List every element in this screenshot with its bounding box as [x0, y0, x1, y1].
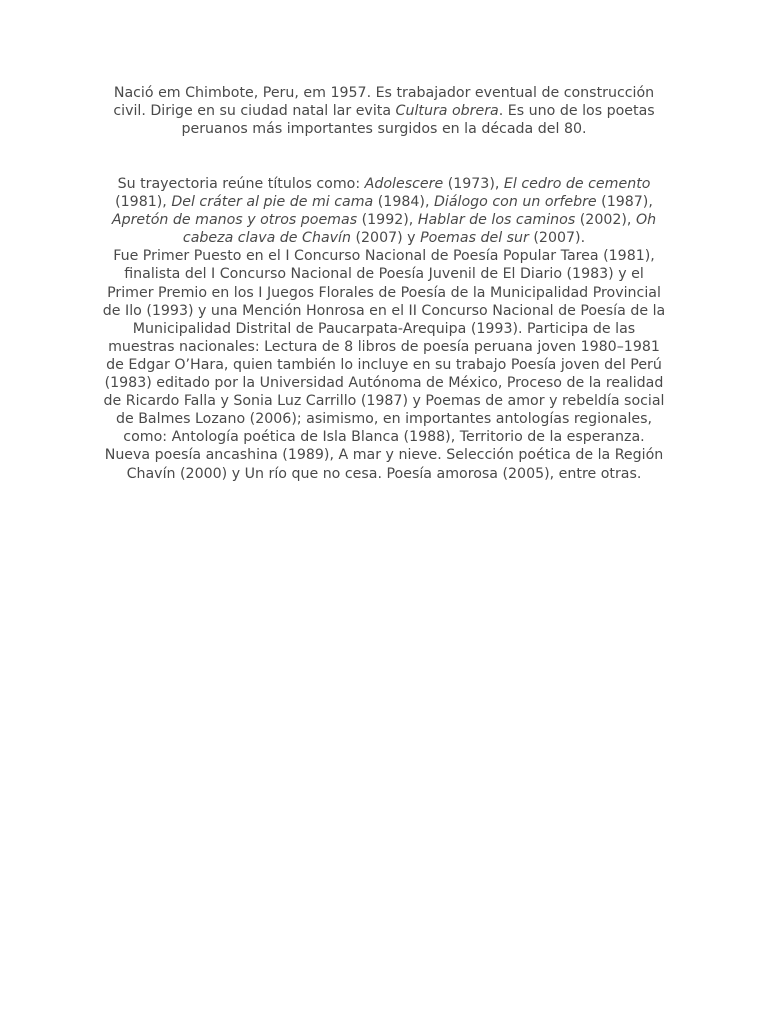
work-year: (1984), [373, 194, 434, 211]
work-title: Del cráter al pie de mi cama [171, 194, 374, 211]
awards-paragraph: Fue Primer Puesto en el I Concurso Nacional de Poesía Popular Tarea (1981), finalista del I Concurso Nacional de Poesía Juvenil de El Diario (1983) y el Primer Premio en los I Juegos Florales de Poesía de la Municipalidad Provincial de Ilo (1993) y una Mención Honrosa en el II Concurso Nacional de Poesía de la Municipalidad Distrital de Paucarpata-Arequipa (1993). Participa de las muestras nacionales: Lectura de 8 libros de poesía peruana joven 1980–1981 de Edgar O’Hara, quien también lo incluye en su trabajo Poesía joven del Perú (1983) editado por la Universidad Autónoma de México, Proceso de la realidad de Ricardo Falla y Sonia Luz Carrillo (1987) y Poemas de amor y rebeldía social de Balmes Lozano (2006); asimismo, en importantes antologías regionales, como: Antología poética de Isla Blanca (1988), Territorio de la esperanza. Nueva poesía ancashina (1989), A mar y nieve. Selección poética de la Región Chavín (2000) y Un río que no cesa. Poesía amorosa (2005), entre otras. [102, 248, 666, 482]
work-year: (1987), [596, 194, 653, 211]
bio-paragraph [100, 84, 668, 138]
work-title: Hablar de los caminos [417, 212, 576, 229]
work-title: Diálogo con un orfebre [433, 194, 597, 211]
work-title: Apretón de manos y otros poemas [111, 212, 358, 229]
bio-text [100, 84, 668, 138]
work-title: Adolescere [364, 176, 444, 192]
work-year: (2007) y [350, 230, 421, 247]
work-year: (1973), [443, 176, 504, 192]
work-year: (2002), [575, 212, 636, 229]
work-year: (2007). [528, 230, 586, 247]
work-year: (1981), [115, 194, 172, 211]
work-title: Oh cabeza clava de Chavín [182, 212, 657, 247]
works-paragraph [100, 175, 668, 247]
bio-text-start: Nació em Chimbote, Peru, em 1957. Es trabajador eventual de construcción civil. Dirige en su ciudad natal lar evita [113, 85, 655, 120]
work-title: Poemas del sur [420, 230, 529, 247]
bio-text-end: . Es uno de los poetas peruanos más importantes surgidos en la década del 80. [181, 103, 655, 138]
magazine-title: Cultura obrera [395, 103, 499, 120]
works-intro: Su trayectoria reúne títulos como: [117, 176, 365, 192]
trajectory-section [100, 175, 668, 483]
work-title: El cedro de cemento [503, 176, 651, 192]
work-year: (1992), [357, 212, 418, 229]
